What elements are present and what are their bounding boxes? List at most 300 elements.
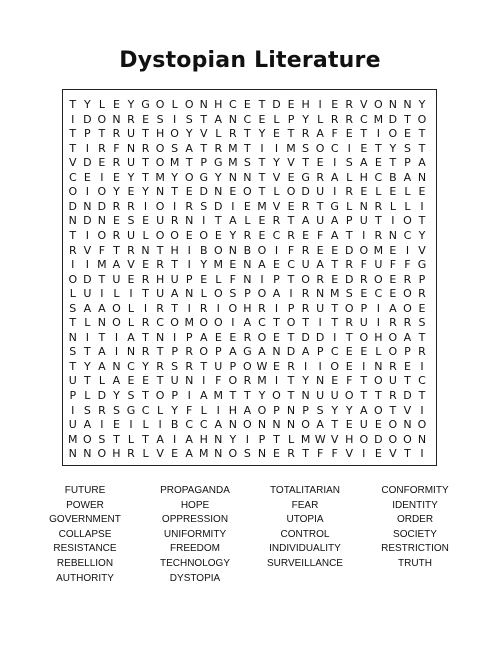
grid-letter[interactable]: I	[260, 141, 264, 155]
grid-letter[interactable]: G	[330, 199, 339, 213]
grid-letter[interactable]: S	[69, 345, 77, 359]
grid-letter[interactable]: E	[418, 301, 426, 315]
grid-letter[interactable]: A	[199, 330, 208, 344]
grid-letter[interactable]: V	[360, 98, 368, 111]
grid-letter[interactable]: A	[301, 345, 310, 359]
grid-letter[interactable]: T	[389, 156, 397, 170]
grid-letter[interactable]: T	[244, 389, 251, 402]
grid-letter[interactable]: C	[330, 141, 339, 155]
grid-letter[interactable]: A	[229, 214, 237, 228]
grid-letter[interactable]: O	[83, 432, 92, 446]
grid-letter[interactable]: I	[129, 287, 133, 301]
grid-letter[interactable]: P	[214, 345, 222, 359]
grid-letter[interactable]: I	[420, 359, 424, 373]
grid-letter[interactable]: T	[302, 156, 309, 170]
grid-letter[interactable]: N	[141, 243, 150, 257]
grid-letter[interactable]: L	[317, 112, 324, 126]
grid-letter[interactable]: R	[359, 272, 368, 286]
grid-letter[interactable]: B	[170, 418, 179, 432]
grid-letter[interactable]: N	[214, 447, 223, 461]
grid-letter[interactable]: V	[272, 170, 281, 184]
grid-letter[interactable]: N	[112, 112, 121, 126]
grid-letter[interactable]: N	[68, 330, 77, 344]
grid-letter[interactable]: O	[388, 330, 398, 344]
grid-letter[interactable]: B	[199, 243, 208, 257]
grid-letter[interactable]: R	[68, 243, 77, 257]
grid-letter[interactable]: Y	[171, 170, 178, 184]
grid-letter[interactable]: N	[83, 447, 92, 461]
grid-letter[interactable]: O	[228, 301, 238, 315]
grid-letter[interactable]: R	[374, 228, 383, 242]
grid-letter[interactable]: U	[388, 374, 397, 388]
grid-letter[interactable]: T	[83, 345, 91, 359]
grid-letter[interactable]: E	[112, 214, 120, 228]
grid-letter[interactable]: O	[359, 243, 369, 257]
grid-letter[interactable]: R	[301, 301, 310, 315]
grid-letter[interactable]: O	[112, 316, 121, 330]
grid-letter[interactable]: S	[112, 403, 120, 417]
grid-letter[interactable]: S	[345, 287, 353, 301]
grid-letter[interactable]: R	[243, 374, 252, 388]
grid-letter[interactable]: U	[316, 214, 325, 228]
grid-letter[interactable]: N	[185, 287, 194, 301]
grid-letter[interactable]: T	[374, 141, 382, 155]
grid-letter[interactable]: N	[228, 170, 237, 184]
grid-letter[interactable]: I	[173, 112, 177, 126]
grid-letter[interactable]: N	[417, 170, 427, 184]
grid-letter[interactable]: N	[199, 98, 208, 111]
grid-letter[interactable]: T	[98, 330, 106, 344]
grid-letter[interactable]: E	[331, 98, 339, 111]
grid-letter[interactable]: T	[302, 316, 309, 330]
grid-letter[interactable]: A	[418, 156, 426, 170]
grid-letter[interactable]: E	[98, 156, 106, 170]
grid-letter[interactable]: A	[199, 389, 208, 402]
grid-letter[interactable]: T	[142, 389, 149, 402]
grid-letter[interactable]: O	[388, 345, 398, 359]
grid-letter[interactable]: H	[301, 98, 310, 111]
grid-letter[interactable]: H	[199, 432, 208, 446]
grid-letter[interactable]: S	[69, 301, 77, 315]
grid-letter[interactable]: T	[302, 447, 309, 461]
grid-letter[interactable]: O	[344, 301, 354, 315]
grid-letter[interactable]: C	[418, 374, 426, 388]
grid-letter[interactable]: D	[272, 98, 281, 111]
grid-letter[interactable]: G	[214, 156, 223, 170]
grid-letter[interactable]: O	[170, 316, 179, 330]
grid-letter[interactable]: I	[202, 214, 206, 228]
grid-letter[interactable]: E	[142, 374, 150, 388]
grid-letter[interactable]: T	[200, 359, 208, 373]
grid-letter[interactable]: T	[331, 418, 339, 432]
grid-letter[interactable]: O	[228, 447, 238, 461]
grid-letter[interactable]: E	[258, 214, 266, 228]
grid-letter[interactable]: E	[243, 199, 251, 213]
grid-letter[interactable]: L	[346, 199, 353, 213]
grid-letter[interactable]: N	[286, 403, 296, 417]
grid-letter[interactable]: M	[68, 432, 78, 446]
grid-letter[interactable]: A	[330, 214, 339, 228]
grid-letter[interactable]: R	[301, 287, 310, 301]
grid-letter[interactable]: N	[272, 418, 281, 432]
grid-letter[interactable]: R	[141, 141, 150, 155]
grid-letter[interactable]: R	[127, 199, 135, 213]
grid-letter[interactable]: I	[100, 287, 104, 301]
grid-letter[interactable]: E	[185, 185, 193, 199]
grid-letter[interactable]: O	[374, 272, 383, 286]
grid-letter[interactable]: T	[404, 374, 411, 388]
grid-letter[interactable]: G	[243, 345, 252, 359]
grid-letter[interactable]: H	[214, 98, 223, 111]
grid-letter[interactable]: O	[330, 359, 340, 373]
grid-letter[interactable]: E	[229, 258, 237, 272]
grid-letter[interactable]: I	[85, 330, 89, 344]
grid-letter[interactable]: U	[374, 258, 383, 272]
grid-letter[interactable]: R	[112, 127, 121, 141]
grid-letter[interactable]: F	[186, 403, 193, 417]
grid-letter[interactable]: L	[215, 127, 222, 141]
grid-letter[interactable]: I	[318, 359, 322, 373]
grid-letter[interactable]: R	[170, 214, 179, 228]
grid-letter[interactable]: T	[142, 287, 149, 301]
grid-letter[interactable]: S	[83, 403, 91, 417]
grid-letter[interactable]: F	[113, 141, 120, 155]
grid-letter[interactable]: T	[258, 98, 266, 111]
grid-letter[interactable]: R	[287, 228, 295, 242]
grid-letter[interactable]: T	[69, 98, 77, 111]
grid-letter[interactable]: O	[257, 243, 267, 257]
grid-letter[interactable]: A	[83, 301, 92, 315]
grid-letter[interactable]: F	[389, 258, 397, 272]
grid-letter[interactable]: D	[403, 389, 412, 402]
grid-letter[interactable]: E	[345, 418, 353, 432]
grid-letter[interactable]: M	[373, 243, 384, 257]
grid-letter[interactable]: O	[155, 98, 165, 111]
grid-letter[interactable]: E	[403, 359, 411, 373]
grid-letter[interactable]: T	[113, 243, 120, 257]
grid-letter[interactable]: R	[185, 199, 194, 213]
grid-letter[interactable]: A	[243, 316, 252, 330]
grid-letter[interactable]: R	[156, 359, 164, 373]
grid-letter[interactable]: T	[345, 330, 353, 344]
grid-letter[interactable]: I	[318, 98, 322, 111]
grid-letter[interactable]: U	[316, 389, 325, 402]
grid-letter[interactable]: O	[184, 170, 194, 184]
grid-letter[interactable]: C	[199, 418, 208, 432]
grid-letter[interactable]: I	[362, 447, 366, 461]
grid-letter[interactable]: I	[216, 403, 220, 417]
grid-letter[interactable]: L	[273, 185, 280, 199]
grid-letter[interactable]: U	[214, 359, 223, 373]
grid-letter[interactable]: I	[376, 316, 380, 330]
grid-letter[interactable]: I	[333, 156, 337, 170]
grid-letter[interactable]: M	[169, 156, 180, 170]
grid-letter[interactable]: D	[388, 112, 398, 126]
grid-letter[interactable]: O	[170, 127, 179, 141]
grid-letter[interactable]: I	[187, 243, 191, 257]
grid-letter[interactable]: F	[316, 447, 324, 461]
grid-letter[interactable]: E	[360, 185, 368, 199]
grid-letter[interactable]: O	[374, 98, 383, 111]
grid-letter[interactable]: O	[388, 432, 398, 446]
grid-letter[interactable]: P	[171, 389, 178, 402]
grid-letter[interactable]: U	[156, 214, 165, 228]
grid-letter[interactable]: T	[389, 403, 397, 417]
grid-letter[interactable]: R	[112, 199, 121, 213]
grid-letter[interactable]: A	[403, 170, 412, 184]
grid-letter[interactable]: E	[83, 170, 91, 184]
grid-letter[interactable]: P	[287, 301, 295, 315]
grid-letter[interactable]: O	[199, 345, 209, 359]
grid-letter[interactable]: I	[274, 301, 279, 315]
grid-letter[interactable]: E	[273, 127, 280, 141]
grid-letter[interactable]: T	[171, 185, 178, 199]
grid-letter[interactable]: L	[287, 432, 295, 446]
grid-letter[interactable]: R	[243, 228, 252, 242]
grid-letter[interactable]: E	[389, 243, 397, 257]
grid-letter[interactable]: Y	[302, 112, 309, 126]
grid-letter[interactable]: U	[330, 389, 339, 402]
grid-letter[interactable]: A	[360, 156, 368, 170]
grid-letter[interactable]: V	[287, 156, 295, 170]
grid-letter[interactable]: I	[231, 316, 235, 330]
grid-letter[interactable]: T	[156, 345, 164, 359]
grid-letter[interactable]: F	[316, 228, 324, 242]
grid-letter[interactable]: I	[376, 301, 380, 315]
grid-letter[interactable]: E	[360, 141, 368, 155]
grid-letter[interactable]: N	[272, 345, 281, 359]
grid-letter[interactable]: D	[301, 330, 310, 344]
grid-letter[interactable]: I	[143, 199, 148, 213]
grid-letter[interactable]: I	[274, 243, 279, 257]
grid-letter[interactable]: R	[243, 330, 252, 344]
grid-letter[interactable]: L	[346, 170, 353, 184]
grid-letter[interactable]: R	[345, 98, 354, 111]
grid-letter[interactable]: R	[389, 389, 397, 402]
grid-letter[interactable]: M	[257, 374, 267, 388]
grid-letter[interactable]: H	[243, 301, 252, 315]
grid-letter[interactable]: O	[68, 272, 78, 286]
grid-letter[interactable]: O	[403, 214, 412, 228]
grid-letter[interactable]: T	[244, 141, 251, 155]
grid-letter[interactable]: E	[258, 228, 266, 242]
grid-letter[interactable]: N	[403, 418, 412, 432]
grid-letter[interactable]: A	[156, 432, 164, 446]
grid-letter[interactable]: T	[287, 127, 295, 141]
grid-letter[interactable]: A	[127, 330, 135, 344]
grid-letter[interactable]: T	[214, 214, 222, 228]
grid-letter[interactable]: S	[345, 156, 353, 170]
grid-letter[interactable]: D	[344, 243, 354, 257]
grid-letter[interactable]: R	[127, 447, 135, 461]
grid-letter[interactable]: O	[286, 185, 296, 199]
grid-letter[interactable]: T	[142, 330, 149, 344]
grid-letter[interactable]: B	[389, 170, 397, 184]
grid-letter[interactable]: R	[214, 141, 223, 155]
grid-letter[interactable]: N	[257, 418, 267, 432]
grid-letter[interactable]: O	[344, 389, 354, 402]
grid-letter[interactable]: S	[418, 316, 426, 330]
grid-letter[interactable]: I	[420, 403, 424, 417]
grid-letter[interactable]: M	[213, 389, 224, 402]
grid-letter[interactable]: R	[141, 345, 150, 359]
grid-letter[interactable]: R	[330, 112, 339, 126]
grid-letter[interactable]: R	[345, 258, 354, 272]
grid-letter[interactable]: I	[274, 374, 279, 388]
grid-letter[interactable]: T	[273, 432, 280, 446]
grid-letter[interactable]: H	[228, 403, 237, 417]
grid-letter[interactable]: O	[97, 185, 107, 199]
grid-letter[interactable]: Y	[273, 156, 280, 170]
grid-letter[interactable]: R	[345, 316, 354, 330]
grid-letter[interactable]: R	[98, 141, 106, 155]
grid-letter[interactable]: D	[286, 345, 296, 359]
grid-letter[interactable]: C	[141, 403, 150, 417]
grid-letter[interactable]: P	[84, 127, 91, 141]
grid-letter[interactable]: C	[403, 228, 412, 242]
grid-letter[interactable]: S	[316, 403, 324, 417]
grid-letter[interactable]: T	[69, 316, 77, 330]
grid-letter[interactable]: C	[287, 258, 295, 272]
grid-letter[interactable]: L	[98, 98, 105, 111]
grid-letter[interactable]: A	[83, 418, 92, 432]
grid-letter[interactable]: P	[229, 359, 237, 373]
grid-letter[interactable]: E	[374, 447, 382, 461]
grid-letter[interactable]: O	[68, 185, 78, 199]
grid-letter[interactable]: I	[100, 418, 104, 432]
grid-letter[interactable]: A	[112, 258, 121, 272]
grid-letter[interactable]: E	[331, 374, 339, 388]
grid-letter[interactable]: O	[228, 374, 238, 388]
grid-letter[interactable]: Y	[418, 228, 426, 242]
grid-letter[interactable]: T	[229, 389, 237, 402]
grid-letter[interactable]: O	[213, 243, 223, 257]
grid-letter[interactable]: R	[389, 316, 397, 330]
grid-letter[interactable]: T	[156, 243, 164, 257]
grid-letter[interactable]: O	[97, 447, 107, 461]
grid-letter[interactable]: E	[389, 185, 397, 199]
grid-letter[interactable]: I	[173, 330, 177, 344]
grid-letter[interactable]: N	[155, 185, 165, 199]
grid-letter[interactable]: E	[273, 330, 280, 344]
grid-letter[interactable]: I	[274, 141, 279, 155]
grid-letter[interactable]: E	[142, 258, 150, 272]
grid-letter[interactable]: V	[272, 199, 281, 213]
grid-letter[interactable]: C	[330, 345, 339, 359]
grid-letter[interactable]: A	[112, 374, 121, 388]
grid-letter[interactable]: T	[244, 127, 251, 141]
grid-letter[interactable]: L	[375, 345, 382, 359]
grid-letter[interactable]: S	[127, 214, 135, 228]
grid-letter[interactable]: L	[127, 301, 135, 315]
grid-letter[interactable]: E	[316, 243, 324, 257]
grid-letter[interactable]: D	[97, 199, 107, 213]
grid-letter[interactable]: F	[331, 447, 338, 461]
grid-letter[interactable]: Y	[83, 359, 91, 373]
grid-letter[interactable]: N	[243, 170, 252, 184]
grid-letter[interactable]: T	[345, 228, 353, 242]
grid-letter[interactable]: O	[199, 228, 209, 242]
grid-letter[interactable]: I	[173, 199, 177, 213]
grid-letter[interactable]: S	[243, 156, 251, 170]
grid-letter[interactable]: D	[199, 185, 208, 199]
grid-letter[interactable]: U	[156, 287, 165, 301]
grid-letter[interactable]: M	[286, 141, 296, 155]
grid-letter[interactable]: R	[301, 199, 310, 213]
grid-letter[interactable]: O	[301, 272, 310, 286]
grid-letter[interactable]: O	[315, 141, 325, 155]
grid-letter[interactable]: E	[127, 374, 135, 388]
grid-letter[interactable]: L	[375, 185, 382, 199]
grid-letter[interactable]: A	[316, 258, 324, 272]
grid-letter[interactable]: D	[344, 272, 354, 286]
grid-letter[interactable]: O	[417, 418, 427, 432]
grid-letter[interactable]: U	[68, 418, 77, 432]
grid-letter[interactable]: R	[374, 199, 383, 213]
grid-letter[interactable]: T	[404, 447, 411, 461]
grid-letter[interactable]: E	[229, 330, 237, 344]
grid-letter[interactable]: I	[202, 374, 206, 388]
grid-letter[interactable]: E	[142, 214, 150, 228]
grid-letter[interactable]: I	[114, 345, 119, 359]
grid-letter[interactable]: R	[345, 185, 354, 199]
grid-letter[interactable]: T	[171, 301, 178, 315]
grid-letter[interactable]: T	[418, 127, 426, 141]
grid-letter[interactable]: O	[388, 127, 398, 141]
grid-letter[interactable]: R	[127, 112, 135, 126]
grid-letter[interactable]: V	[69, 156, 77, 170]
grid-letter[interactable]: E	[185, 228, 193, 242]
grid-letter[interactable]: O	[97, 112, 107, 126]
grid-letter[interactable]: M	[184, 316, 194, 330]
grid-letter[interactable]: T	[418, 389, 426, 402]
grid-letter[interactable]: S	[98, 432, 106, 446]
grid-letter[interactable]: I	[420, 447, 424, 461]
grid-letter[interactable]: D	[83, 214, 92, 228]
grid-letter[interactable]: L	[244, 214, 251, 228]
grid-letter[interactable]: N	[126, 345, 136, 359]
grid-letter[interactable]: R	[403, 316, 412, 330]
grid-letter[interactable]: C	[243, 112, 252, 126]
grid-letter[interactable]: I	[158, 418, 162, 432]
grid-letter[interactable]: T	[142, 432, 149, 446]
grid-letter[interactable]: P	[360, 301, 368, 315]
grid-letter[interactable]: I	[333, 330, 337, 344]
grid-letter[interactable]: M	[228, 141, 238, 155]
grid-letter[interactable]: S	[403, 141, 411, 155]
grid-letter[interactable]: Y	[214, 170, 222, 184]
grid-letter[interactable]: Y	[331, 403, 339, 417]
grid-letter[interactable]: T	[287, 374, 295, 388]
grid-letter[interactable]: C	[272, 228, 281, 242]
grid-letter[interactable]: Y	[258, 389, 266, 402]
grid-letter[interactable]: F	[360, 258, 367, 272]
grid-letter[interactable]: V	[127, 258, 135, 272]
grid-letter[interactable]: O	[155, 389, 165, 402]
grid-letter[interactable]: C	[156, 316, 164, 330]
grid-letter[interactable]: N	[388, 98, 397, 111]
grid-letter[interactable]: Y	[418, 98, 426, 111]
grid-letter[interactable]: T	[418, 214, 426, 228]
grid-letter[interactable]: A	[243, 403, 252, 417]
grid-letter[interactable]: P	[302, 403, 309, 417]
grid-letter[interactable]: O	[257, 287, 267, 301]
grid-letter[interactable]: T	[287, 389, 295, 402]
grid-letter[interactable]: O	[155, 156, 165, 170]
grid-letter[interactable]: F	[287, 243, 295, 257]
grid-letter[interactable]: I	[71, 258, 75, 272]
grid-letter[interactable]: A	[272, 287, 281, 301]
